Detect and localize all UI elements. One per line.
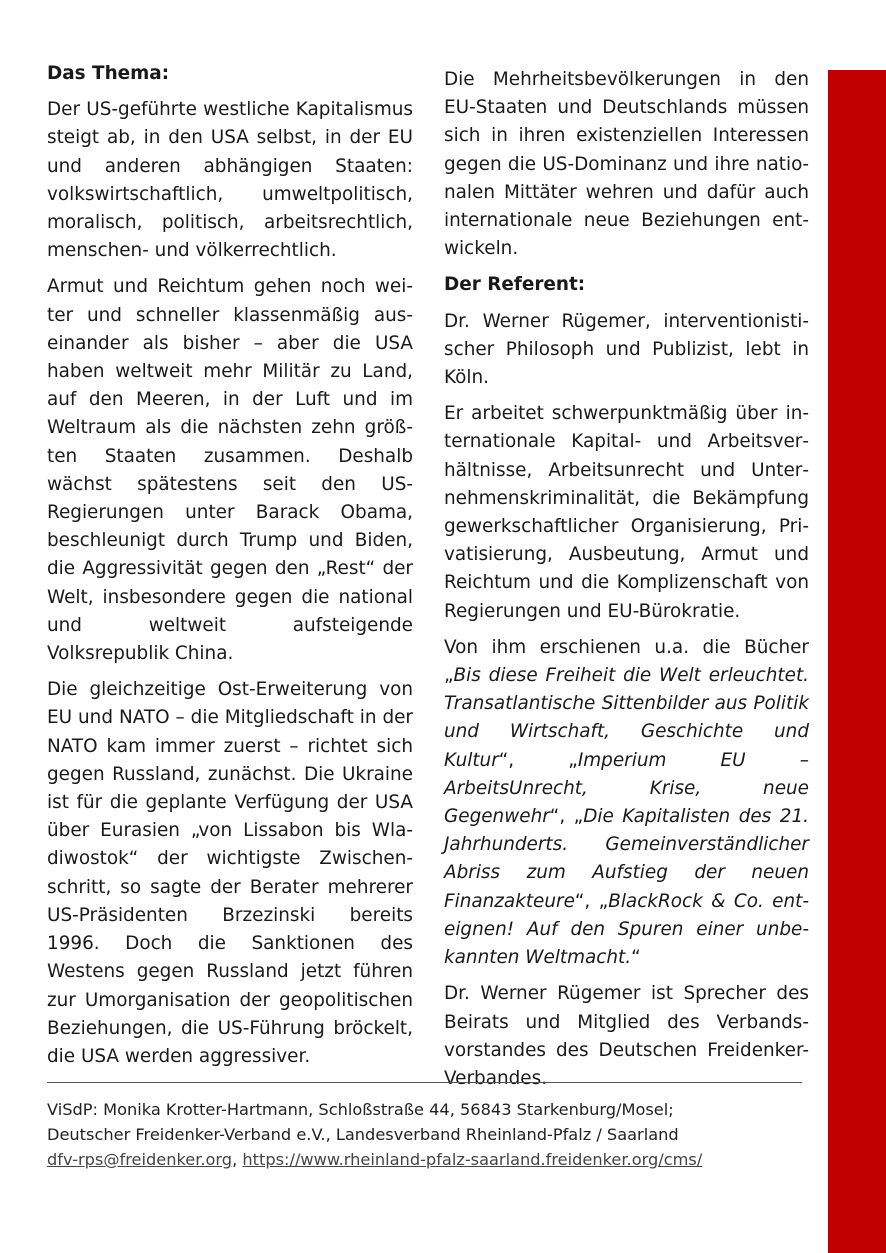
link-separator: , bbox=[232, 1150, 243, 1169]
books-paragraph bbox=[444, 634, 809, 972]
theme-heading: Das Thema: bbox=[47, 63, 170, 84]
theme-paragraph-2: Armut und Reichtum gehen noch weiter und schneller klassenmäßig auseinander als bisher – aber die USA haben weltweit mehr Militär zu Land, auf den Meeren, in der Luft und im Weltraum als die nächsten zehn größten Staaten zusammen. Deshalb wächst spätestens seit den US-Regierungen unter Barack Obama, beschleunigt durch Trump und Biden, die Aggressivität gegen den „Rest“ der Welt, insbesondere gegen die national und weltweit aufsteigende Volksrepublik China. bbox=[47, 276, 413, 665]
book-title-1: Bis diese Freiheit die Welt erleuchtet. Transatlantische Sittenbilder aus Politik und Wirtschaft, Geschichte und Kultur bbox=[444, 665, 809, 771]
book-title-3: Die Kapitalisten des 21. Jahrhunderts. Gemeinverständlicher Abriss zum Aufstieg der neuen Finanzakteure bbox=[444, 806, 810, 912]
speaker-paragraph-1: Dr. Werner Rügemer, interventionistischer Philosoph und Publizist, lebt in Köln. bbox=[444, 310, 809, 389]
book-separator: “, „ bbox=[574, 890, 609, 912]
books-intro: Von ihm erschienen u.a. die Bücher „ bbox=[444, 636, 809, 687]
imprint-footer bbox=[47, 1097, 807, 1172]
red-accent-bar bbox=[828, 70, 886, 1253]
imprint-line-2: Deutscher Freidenker-Verband e.V., Landesverband Rheinland-Pfalz / Saarland bbox=[47, 1125, 679, 1144]
speaker-paragraph-3: Dr. Werner Rügemer ist Sprecher des Beirats und Mitglied des Verbandsvorstandes des Deutschen Freidenker-Verbandes. bbox=[444, 983, 809, 1089]
book-separator: “, „ bbox=[498, 749, 578, 771]
left-column bbox=[47, 60, 413, 1079]
email-link[interactable]: dfv-rps@freidenker.org bbox=[47, 1150, 233, 1169]
book-title-2: Imperium EU – ArbeitsUnrecht, Krise, neue Gegenwehr bbox=[444, 749, 809, 828]
theme-paragraph-1: Der US-geführte westliche Kapitalismus steigt ab, in den USA selbst, in der EU und anderen abhängigen Staaten: volkswirtschaftlich, umweltpolitisch, moralisch, politisch, arbeitsrechtlich, menschen- und völkerrechtlich. bbox=[47, 99, 413, 262]
book-title-4: BlackRock & Co. enteignen! Auf den Spuren einer unbekannten Weltmacht. bbox=[444, 890, 810, 969]
book-separator: “, „ bbox=[549, 806, 584, 828]
right-column bbox=[444, 66, 809, 1101]
theme-paragraph-3: Die gleichzeitige Ost-Erweiterung von EU und NATO – die Mitgliedschaft in der NATO kam immer zuerst – richtet sich gegen Russland, zunächst. Die Ukraine ist für die geplante Verfügung der USA über Eurasien „von Lissabon bis Wladiwostok“ der wichtigste Zwischenschritt, so sagte der Berater mehrerer US-Präsidenten Brzezinski bereits 1996. Doch die Sanktionen des Westens gegen Russland jetzt führen zur Umorganisation der geopolitischen Beziehungen, die US-Führung bröckelt, die USA werden aggressiver. bbox=[47, 679, 413, 1067]
books-close-quote: “ bbox=[631, 947, 641, 969]
speaker-paragraph-2: Er arbeitet schwerpunktmäßig über internationale Kapital- und Arbeitsverhältnisse, Arbeitsunrecht und Unternehmenskriminalität, die Bekämpfung gewerkschaftlicher Organisierung, Privatisierung, Ausbeutung, Armut und Reichtum und die Komplizenschaft von Regierungen und EU-Bürokratie. bbox=[444, 403, 809, 622]
imprint-line-1: ViSdP: Monika Krotter-Hartmann, Schloßstraße 44, 56843 Starkenburg/Mosel; bbox=[47, 1100, 674, 1119]
footer-divider bbox=[47, 1082, 802, 1083]
website-link[interactable]: https://www.rheinland-pfalz-saarland.freidenker.org/cms/ bbox=[242, 1150, 703, 1169]
imprint-links bbox=[47, 1147, 807, 1172]
speaker-heading: Der Referent: bbox=[444, 274, 586, 296]
theme-paragraph-4: Die Mehrheitsbevölkerungen in den EU-Staaten und Deutschlands müssen sich in ihren existenziellen Interessen gegen die US-Dominanz und ihre nationalen Mittäter wehren und dafür auch internationale neue Beziehungen entwickeln. bbox=[444, 69, 809, 260]
